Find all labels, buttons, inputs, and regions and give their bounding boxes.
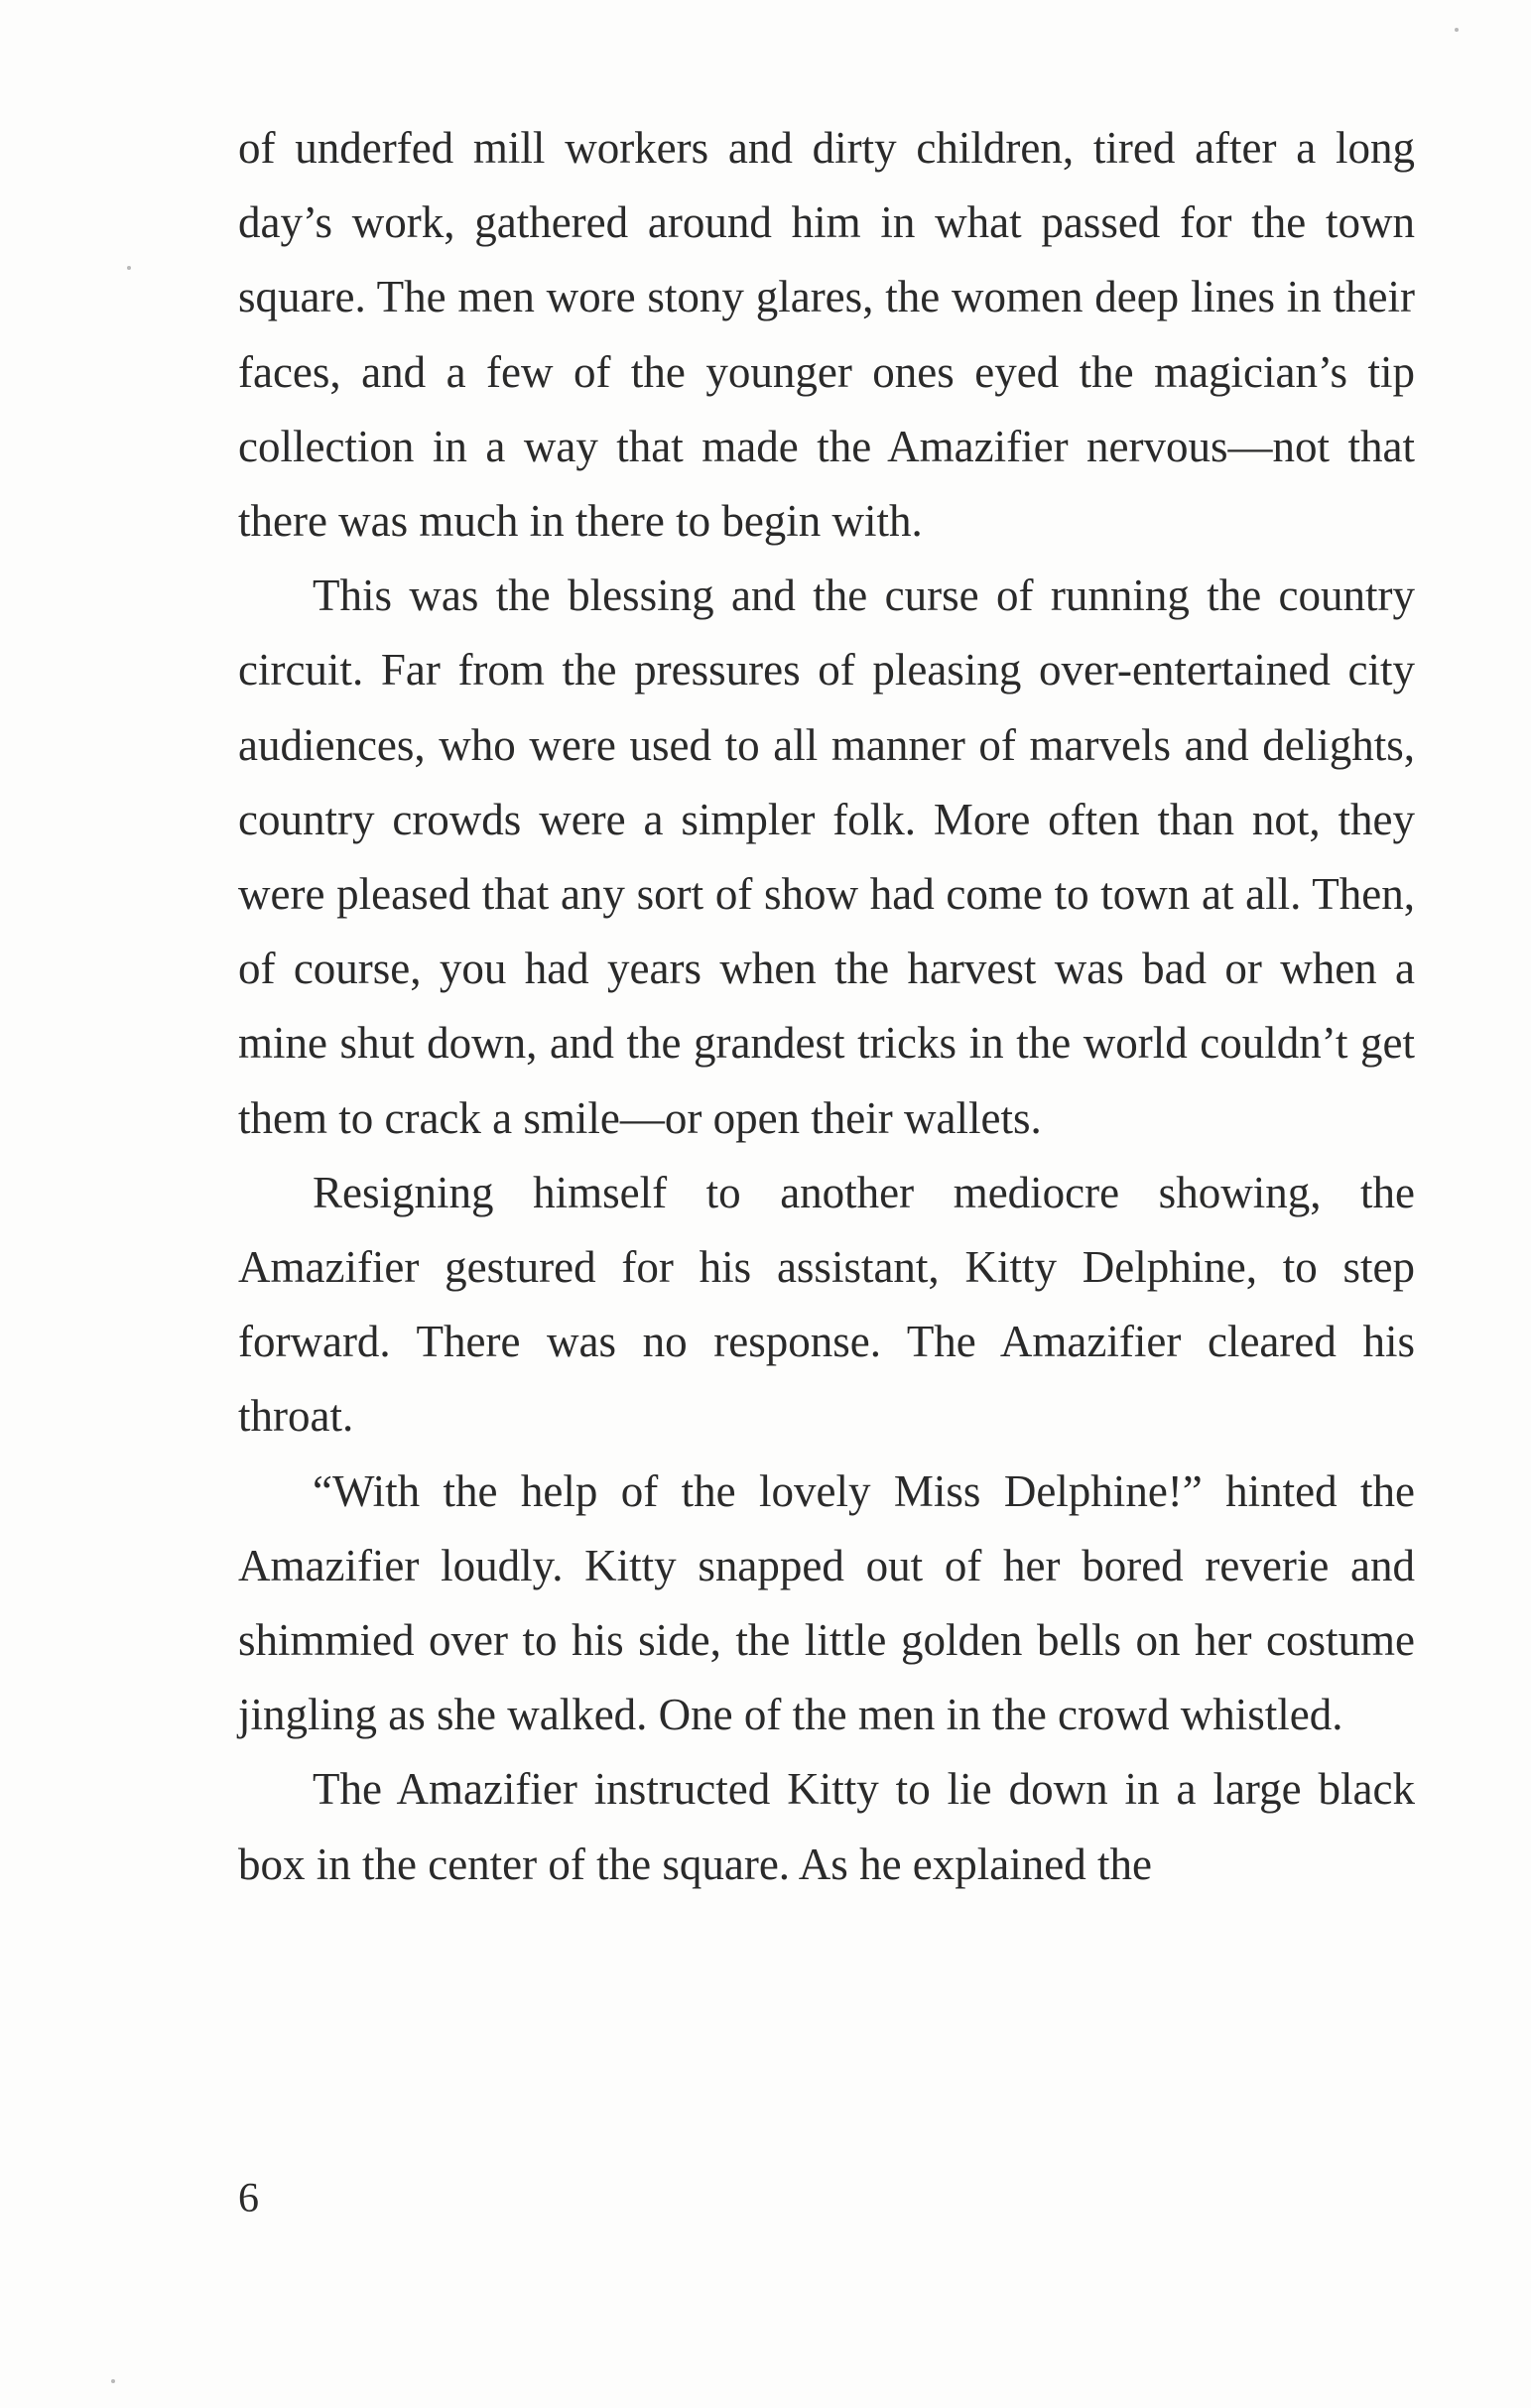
paragraph: The Amazifier instructed Kitty to lie down in a large black box in the center of the square. As he explained the xyxy=(238,1764,1415,1889)
body-text xyxy=(238,111,1415,1902)
page-number: 6 xyxy=(238,2176,259,2221)
scan-speck xyxy=(1455,28,1459,32)
paragraph: “With the help of the lovely Miss Delphine!” hinted the Amazifier loudly. Kitty snapped out of her bored reverie and shimmied over to his side, the little golden bells on her costume jingling as she walked. One of the men in the crowd whistled. xyxy=(238,1465,1415,1740)
scan-speck xyxy=(111,2379,115,2383)
scan-speck xyxy=(127,266,131,270)
paragraph: Resigning himself to another mediocre showing, the Amazifier gestured for his assistant, Kitty Delphine, to step forward. There was no response. The Amazifier cleared his throat. xyxy=(238,1167,1415,1442)
paragraph: This was the blessing and the curse of running the country circuit. Far from the pressures of pleasing over-entertained city audiences, who were used to all manner of marvels and delights, country crowds were a simpler folk. More often than not, they were pleased that any sort of show had come to town at all. Then, of course, you had years when the harvest was bad or when a mine shut down, and the grandest tricks in the world couldn’t get them to crack a smile—or open their wallets. xyxy=(238,570,1415,1143)
paragraph: of underfed mill workers and dirty children, tired after a long day’s work, gathered around him in what passed for the town square. The men wore stony glares, the women deep lines in their faces, and a few of the younger ones eyed the magician’s tip collection in a way that made the Amazifier nervous—not that there was much in there to begin with. xyxy=(238,123,1415,547)
